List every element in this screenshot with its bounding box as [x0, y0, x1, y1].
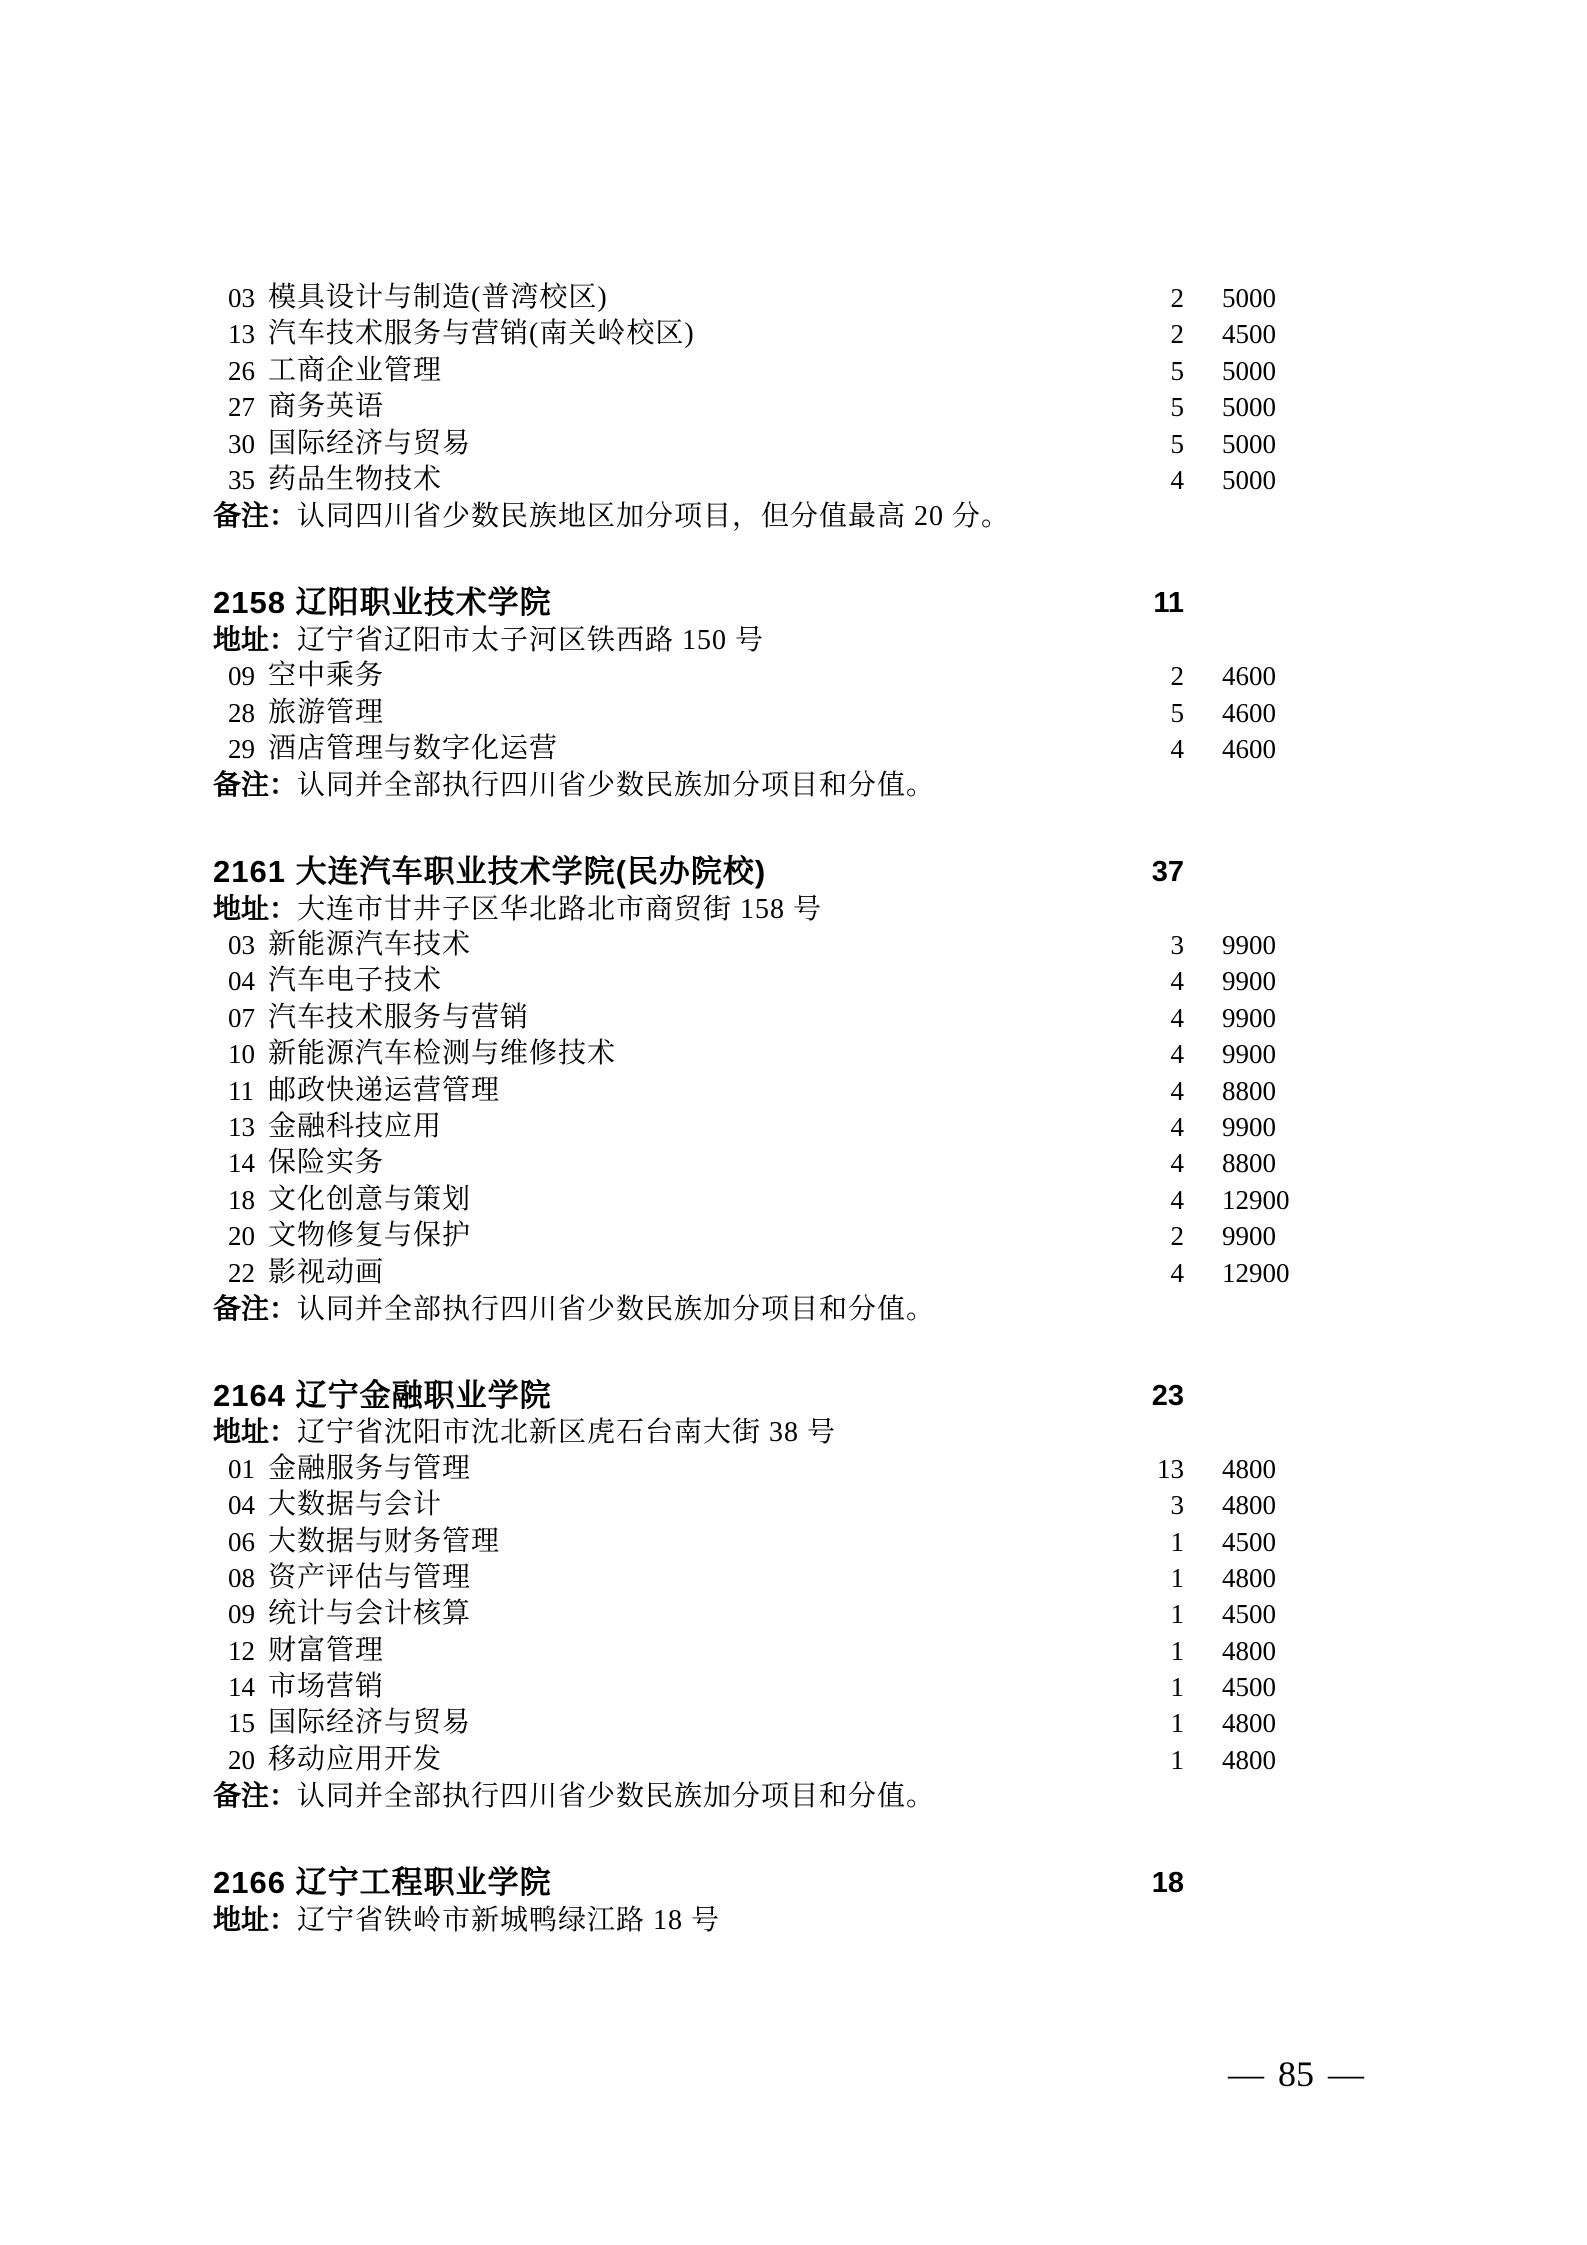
- course-name: 文化创意与策划: [268, 1183, 472, 1215]
- address-row: [0, 1902, 1587, 1938]
- course-code: 18: [228, 1184, 255, 1215]
- tuition-fee: 9900: [1222, 1112, 1276, 1142]
- note-label: 备注：: [213, 769, 298, 801]
- enrollment-count: 2: [1170, 1221, 1184, 1252]
- course-name: 金融科技应用: [268, 1111, 443, 1142]
- course-row: [0, 1218, 1587, 1254]
- course-row: [0, 389, 1587, 425]
- course-row: [0, 1596, 1587, 1632]
- course-name: 统计与会计核算: [268, 1598, 472, 1630]
- section-title: [213, 1865, 552, 1901]
- enrollment-count: 4: [1170, 1002, 1184, 1033]
- address-row: [0, 622, 1587, 658]
- tuition-fee: 5000: [1222, 464, 1276, 495]
- tuition-fee: 12900: [1222, 1184, 1290, 1215]
- tuition-fee: 4800: [1222, 1453, 1276, 1484]
- enrollment-count: 2: [1170, 661, 1184, 692]
- course-code: 01: [228, 1453, 255, 1484]
- section-title: [213, 585, 552, 621]
- tuition-fee: 9900: [1222, 930, 1276, 961]
- section-name: 辽宁工程职业学院: [295, 1865, 552, 1901]
- section-2161: [0, 854, 1587, 1327]
- note-row: [0, 767, 1587, 803]
- course-row: [0, 1109, 1587, 1145]
- note-row: [0, 498, 1587, 534]
- section-2166: [0, 1865, 1587, 1938]
- course-name: 影视动画: [268, 1256, 385, 1288]
- tuition-fee: 5000: [1222, 428, 1276, 459]
- address-value: 辽宁省铁岭市新城鸭绿江路 18 号: [297, 1904, 721, 1936]
- enrollment-count: 1: [1170, 1744, 1184, 1775]
- enrollment-count: 1: [1170, 1526, 1184, 1557]
- course-row: [0, 353, 1587, 389]
- course-name: 国际经济与贸易: [268, 1707, 472, 1739]
- enrollment-count: 4: [1170, 1148, 1184, 1179]
- address-row: [0, 1414, 1587, 1450]
- note-text: 认同四川省少数民族地区加分项目，但分值最高 20 分。: [297, 501, 1011, 533]
- course-code: 26: [228, 355, 255, 386]
- course-row: [0, 731, 1587, 767]
- tuition-fee: 4600: [1222, 733, 1276, 764]
- enrollment-count: 5: [1170, 355, 1184, 386]
- enrollment-count: 5: [1170, 392, 1184, 423]
- tuition-fee: 8800: [1222, 1148, 1276, 1179]
- course-name: 空中乘务: [268, 660, 385, 692]
- tuition-fee: 5000: [1222, 283, 1276, 313]
- tuition-fee: 4500: [1222, 1526, 1276, 1557]
- section-gap: [0, 1815, 1587, 1866]
- section-header: [0, 585, 1587, 621]
- address-label: 地址：: [213, 623, 298, 655]
- tuition-fee: 4600: [1222, 697, 1276, 728]
- enrollment-count: 4: [1170, 1257, 1184, 1288]
- course-row: [0, 1451, 1587, 1487]
- address-label: 地址：: [213, 1903, 298, 1935]
- course-name: 汽车技术服务与营销: [268, 1001, 530, 1033]
- course-code: 03: [228, 283, 255, 313]
- note-text: 认同并全部执行四川省少数民族加分项目和分值。: [297, 770, 936, 802]
- course-code: 07: [228, 1002, 255, 1033]
- note-row: [0, 1291, 1587, 1327]
- address-value: 大连市甘井子区华北路北市商贸街 158 号: [297, 893, 823, 925]
- note-label: 备注：: [213, 1780, 298, 1812]
- course-row: [0, 1073, 1587, 1109]
- enrollment-count: 2: [1170, 319, 1184, 350]
- tuition-fee: 4800: [1222, 1490, 1276, 1521]
- course-code: 35: [228, 464, 255, 495]
- section-name: 大连汽车职业技术学院(民办院校): [295, 854, 767, 890]
- course-name: 酒店管理与数字化运营: [268, 732, 559, 764]
- course-name: 汽车技术服务与营销(南关岭校区): [268, 318, 695, 350]
- tuition-fee: 5000: [1222, 392, 1276, 423]
- section-gap: [0, 535, 1587, 586]
- course-name: 金融服务与管理: [268, 1452, 472, 1484]
- enrollment-count: 4: [1170, 1112, 1184, 1142]
- course-code: 10: [228, 1039, 255, 1070]
- tuition-fee: 4800: [1222, 1708, 1276, 1739]
- tuition-fee: 4600: [1222, 661, 1276, 692]
- section-2164: [0, 1378, 1587, 1815]
- course-name: 邮政快递运营管理: [268, 1074, 501, 1106]
- section-title: [213, 854, 766, 890]
- tuition-fee: 4800: [1222, 1562, 1276, 1593]
- course-code: 13: [228, 319, 255, 350]
- enrollment-count: 1: [1170, 1708, 1184, 1739]
- course-row: [0, 695, 1587, 731]
- section-total: 23: [1151, 1379, 1184, 1412]
- section-header: [0, 1865, 1587, 1901]
- tuition-fee: 9900: [1222, 1039, 1276, 1070]
- section-name: 辽宁金融职业学院: [295, 1377, 552, 1413]
- course-code: 04: [228, 966, 255, 997]
- section-total: 11: [1153, 587, 1184, 620]
- course-row: [0, 1145, 1587, 1181]
- course-row: [0, 1255, 1587, 1291]
- page-number: 85: [1278, 2054, 1314, 2094]
- course-name: 旅游管理: [268, 696, 385, 728]
- section-code: 2158: [213, 585, 286, 621]
- enrollment-count: 1: [1170, 1672, 1184, 1703]
- course-name: 大数据与财务管理: [268, 1525, 501, 1557]
- course-code: 09: [228, 1599, 255, 1630]
- tuition-fee: 4500: [1222, 1672, 1276, 1703]
- course-row: [0, 963, 1587, 999]
- section-title: [213, 1378, 552, 1414]
- course-row: [0, 1524, 1587, 1560]
- course-row: [0, 1633, 1587, 1669]
- course-name: 保险实务: [268, 1147, 385, 1179]
- course-row: [0, 1036, 1587, 1072]
- course-code: 20: [228, 1221, 255, 1252]
- course-code: 09: [228, 661, 255, 692]
- course-name: 新能源汽车技术: [268, 929, 472, 961]
- note-row: [0, 1778, 1587, 1814]
- tuition-fee: 5000: [1222, 355, 1276, 386]
- enrollment-count: 1: [1170, 1635, 1184, 1666]
- tuition-fee: 4500: [1222, 1599, 1276, 1630]
- course-name: 市场营销: [268, 1671, 385, 1703]
- tuition-fee: 4800: [1222, 1635, 1276, 1666]
- course-row: [0, 426, 1587, 462]
- tuition-fee: 4800: [1222, 1744, 1276, 1775]
- note-text: 认同并全部执行四川省少数民族加分项目和分值。: [297, 1293, 936, 1325]
- tuition-fee: 9900: [1222, 966, 1276, 997]
- course-name: 模具设计与制造(普湾校区): [268, 282, 608, 313]
- enrollment-count: 1: [1170, 1599, 1184, 1630]
- footer-dash-right: —: [1328, 2054, 1364, 2094]
- course-code: 29: [228, 733, 255, 764]
- course-name: 大数据与会计: [268, 1489, 443, 1521]
- course-name: 财富管理: [268, 1634, 385, 1666]
- course-code: 03: [228, 930, 255, 961]
- course-name: 移动应用开发: [268, 1743, 443, 1775]
- footer-dash-left: —: [1228, 2054, 1264, 2094]
- course-code: 04: [228, 1490, 255, 1521]
- course-code: 22: [228, 1257, 255, 1288]
- enrollment-count: 3: [1170, 1490, 1184, 1521]
- course-code: 06: [228, 1526, 255, 1557]
- section-2158: [0, 585, 1587, 803]
- course-code: 20: [228, 1744, 255, 1775]
- section-name: 辽阳职业技术学院: [295, 585, 552, 621]
- enrollment-count: 5: [1170, 697, 1184, 728]
- course-name: 药品生物技术: [268, 463, 443, 495]
- course-code: 11: [228, 1075, 254, 1106]
- enrollment-count: 2: [1170, 283, 1184, 313]
- course-name: 汽车电子技术: [268, 965, 443, 997]
- page-footer: [1228, 2053, 1364, 2095]
- section-header: [0, 854, 1587, 890]
- course-row: [0, 280, 1587, 316]
- course-code: 28: [228, 697, 255, 728]
- tuition-fee: 12900: [1222, 1257, 1290, 1288]
- tuition-fee: 9900: [1222, 1002, 1276, 1033]
- course-code: 13: [228, 1112, 255, 1142]
- section-code: 2161: [213, 854, 286, 890]
- section-total: 37: [1151, 856, 1184, 889]
- tuition-fee: 4500: [1222, 319, 1276, 350]
- address-label: 地址：: [213, 892, 298, 924]
- address-value: 辽宁省沈阳市沈北新区虎石台南大街 38 号: [297, 1417, 837, 1449]
- address-row: [0, 891, 1587, 927]
- section-code: 2166: [213, 1865, 286, 1901]
- course-name: 资产评估与管理: [268, 1561, 472, 1593]
- course-row: [0, 316, 1587, 352]
- course-code: 08: [228, 1562, 255, 1593]
- address-value: 辽宁省辽阳市太子河区铁西路 150 号: [297, 624, 765, 656]
- course-code: 12: [228, 1635, 255, 1666]
- section-gap: [0, 1327, 1587, 1378]
- enrollment-count: 3: [1170, 930, 1184, 961]
- enrollment-count: 13: [1157, 1453, 1184, 1484]
- tuition-fee: 9900: [1222, 1221, 1276, 1252]
- course-row: [0, 1487, 1587, 1523]
- course-name: 国际经济与贸易: [268, 427, 472, 459]
- enrollment-count: 4: [1170, 1039, 1184, 1070]
- enrollment-count: 4: [1170, 1075, 1184, 1106]
- enrollment-count: 1: [1170, 1562, 1184, 1593]
- course-name: 商务英语: [268, 391, 385, 423]
- course-row: [0, 1742, 1587, 1778]
- note-label: 备注：: [213, 1292, 298, 1324]
- course-row: [0, 462, 1587, 498]
- course-name: 新能源汽车检测与维修技术: [268, 1038, 617, 1070]
- section-total: 18: [1151, 1867, 1184, 1900]
- course-row: [0, 1182, 1587, 1218]
- address-label: 地址：: [213, 1416, 298, 1448]
- course-code: 15: [228, 1708, 255, 1739]
- course-code: 30: [228, 428, 255, 459]
- enrollment-count: 4: [1170, 966, 1184, 997]
- course-code: 27: [228, 392, 255, 423]
- course-row: [0, 658, 1587, 694]
- tuition-fee: 8800: [1222, 1075, 1276, 1106]
- course-row: [0, 927, 1587, 963]
- section-gap: [0, 804, 1587, 855]
- enrollment-count: 4: [1170, 1184, 1184, 1215]
- course-row: [0, 1000, 1587, 1036]
- course-name: 文物修复与保护: [268, 1220, 472, 1252]
- section-continued: [0, 280, 1587, 535]
- section-code: 2164: [213, 1377, 286, 1413]
- section-header: [0, 1378, 1587, 1414]
- page-content: [0, 280, 1587, 1938]
- enrollment-count: 4: [1170, 464, 1184, 495]
- enrollment-count: 4: [1170, 733, 1184, 764]
- course-code: 14: [228, 1672, 255, 1703]
- course-row: [0, 1705, 1587, 1741]
- course-name: 工商企业管理: [268, 354, 443, 386]
- course-row: [0, 1560, 1587, 1596]
- note-text: 认同并全部执行四川省少数民族加分项目和分值。: [297, 1781, 936, 1813]
- course-code: 14: [228, 1148, 255, 1179]
- course-row: [0, 1669, 1587, 1705]
- note-label: 备注：: [213, 500, 298, 532]
- enrollment-count: 5: [1170, 428, 1184, 459]
